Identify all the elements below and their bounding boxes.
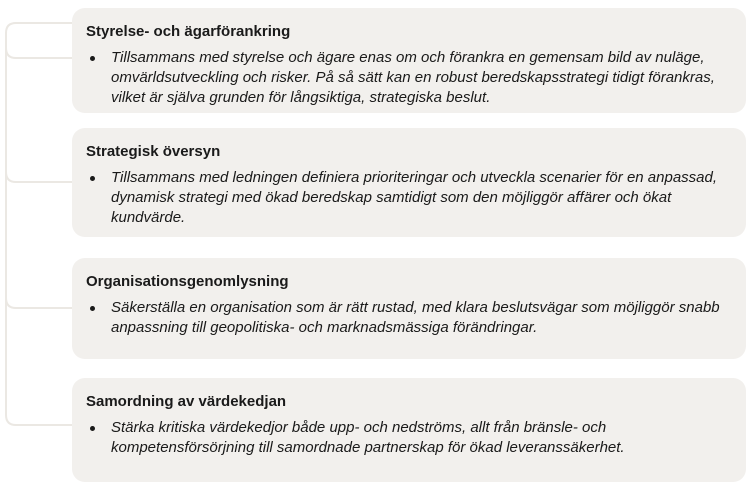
card-styrelse-agarforankring: [72, 8, 746, 113]
bullet-item: [86, 48, 736, 108]
card-samordning-vardekedjan: [72, 378, 746, 482]
bullet-text: Tillsammans med styrelse och ägare enas om och förankra en gemensam bild av nuläge, omvärldsutveckling och risker. På så sätt kan en robust beredskapsstrategi tidigt förankras, vilket är själva grunden för långsiktiga, strategiska beslut.: [111, 49, 715, 106]
bullet-text: Tillsammans med ledningen definiera prioriteringar och utveckla scenarier för en anpassad, dynamisk strategi med ökad beredskap samtidigt som den möjliggör affärer och ökat kundvärde.: [111, 169, 718, 226]
bullet-item: [86, 168, 736, 228]
bullet-text: Säkerställa en organisation som är rätt rustad, med klara beslutsvägar som möjliggör snabb anpassning till geopolitiska- och marknadsmässiga förändringar.: [111, 299, 720, 336]
card-strategisk-oversyn: [72, 128, 746, 237]
connector-branch-3: [6, 298, 72, 308]
card-title: Organisationsgenomlysning: [86, 273, 289, 290]
card-title: Samordning av värdekedjan: [86, 393, 287, 410]
card-organisationsgenomlysning: [72, 258, 746, 359]
bullet-item: [86, 298, 736, 338]
bullet-dot-icon: [90, 306, 95, 311]
bullet-item: [86, 418, 736, 458]
bullet-dot-icon: [90, 56, 95, 61]
card-title: Strategisk översyn: [86, 143, 221, 160]
connector-trunk: [6, 23, 72, 425]
card-title: Styrelse- och ägarförankring: [86, 23, 291, 40]
connector-branch-1: [6, 48, 72, 58]
connector-branch-2: [6, 172, 72, 182]
bullet-dot-icon: [90, 426, 95, 431]
bullet-dot-icon: [90, 176, 95, 181]
bullet-text: Stärka kritiska värdekedjor både upp- och nedströms, allt från bränsle- och kompetensförsörjning till samordnade partnerskap för ökad leveranssäkerhet.: [111, 419, 625, 456]
